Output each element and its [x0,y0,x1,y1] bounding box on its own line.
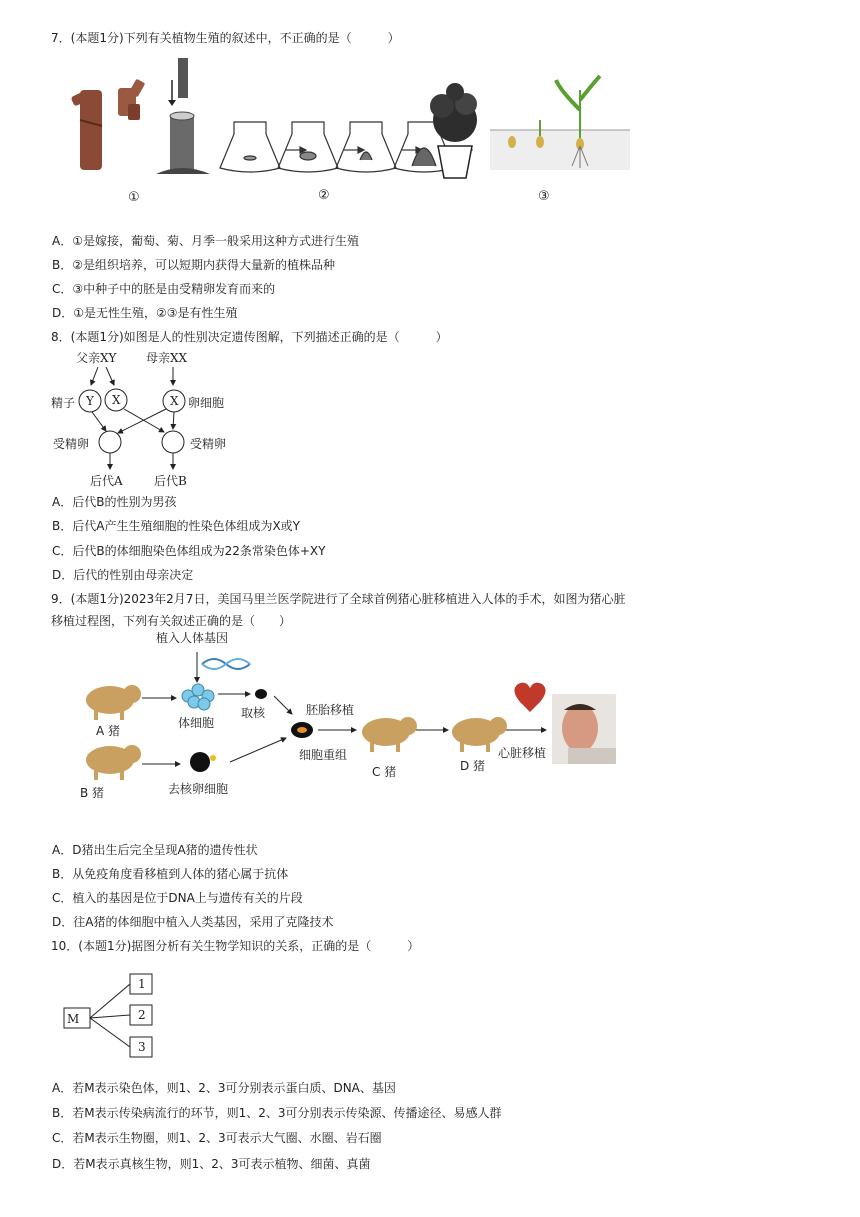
zygote-left-label: 受精卵 [53,437,90,451]
tissue-culture-flasks [220,122,472,172]
question-10-stem: 10．(本题1分)据图分析有关生物学知识的关系，正确的是（ ） [51,939,420,953]
box-3-label: 3 [138,1040,146,1054]
question-9-stem-line2: 移植过程图，下列有关叙述正确的是（ ） [51,614,292,628]
heart-icon [514,683,545,712]
dna-icon [202,659,250,669]
offspring-b-label: 后代B [154,474,187,488]
m-label: M [67,1012,80,1026]
potted-plant-illustration [430,83,477,178]
figure-label-3: ③ [538,189,550,204]
embryo-transfer-label: 胚胎移植 [306,703,355,717]
plant-reproduction-figure [60,50,640,210]
question-9-stem-line1: 9．(本题1分)2023年2月7日，美国马里兰医学院进行了全球首例猪心脏移植进入人体的手术，如图为猪心脏 [51,592,626,606]
pig-c-label: C 猪 [372,765,397,779]
y-chromosome-label: Y [86,394,94,408]
pig-b-label: B 猪 [80,786,105,800]
q8-option-c[interactable]: C．后代B的体细胞染色体组成为22条常染色体+XY [52,544,326,558]
mother-label: 母亲XX [146,351,188,365]
question-7-stem: 7．(本题1分)下列有关植物生殖的叙述中，不正确的是（ ） [51,31,400,45]
pig-c-icon [362,717,417,752]
q7-option-d[interactable]: D．①是无性生殖，②③是有性生殖 [52,306,238,320]
question-8-stem: 8．(本题1分)如图是人的性别决定遗传图解，下列描述正确的是（ ） [51,330,448,344]
box-1-label: 1 [138,977,146,991]
patient-photo-icon [552,694,616,764]
q10-option-b[interactable]: B．若M表示传染病流行的环节，则1、2、3可分别表示传染源、传播途径、易感人群 [52,1106,502,1120]
enucleated-egg-icon [190,752,210,772]
pig-d-label: D 猪 [460,759,486,773]
body-cell-label: 体细胞 [178,716,215,730]
body-cells-icon [182,684,214,710]
sperm-label: 精子 [51,396,76,410]
x-chromosome-label: X [170,394,179,408]
pig-a-label: A 猪 [96,724,121,738]
q9-option-b[interactable]: B．从免疫角度看移植到人体的猪心属于抗体 [52,867,289,881]
father-label: 父亲XY [76,351,117,365]
q9-option-a[interactable]: A．D猪出生后完全呈现A猪的遗传性状 [52,843,258,857]
enucleated-egg-label: 去核卵细胞 [168,782,229,796]
grafting-illustration [71,79,146,170]
q7-option-b[interactable]: B．②是组织培养，可以短期内获得大量新的植株品种 [52,258,335,272]
q7-option-c[interactable]: C．③中种子中的胚是由受精卵发育而来的 [52,282,276,296]
take-nucleus-label: 取核 [241,706,266,720]
q9-option-c[interactable]: C．植入的基因是位于DNA上与遗传有关的片段 [52,891,303,905]
q9-option-d[interactable]: D．往A猪的体细胞中植入人类基因，采用了克隆技术 [52,915,334,929]
recombine-label: 细胞重组 [299,748,348,762]
q7-option-a[interactable]: A．①是嫁接，葡萄、菊、月季一般采用这种方式进行生殖 [52,234,359,248]
pig-b-icon [86,745,141,780]
seed-germination-illustration [490,76,630,170]
figure-label-1: ① [128,190,140,205]
offspring-a-label: 后代A [90,474,123,488]
box-2-label: 2 [138,1008,146,1022]
q8-option-a[interactable]: A．后代B的性别为男孩 [52,495,177,509]
cleft-grafting-illustration [156,58,210,174]
q8-option-d[interactable]: D．后代的性别由母亲决定 [52,568,194,582]
zygote-right-label: 受精卵 [190,437,227,451]
heart-transplant-label: 心脏移植 [498,746,547,760]
nucleus-icon [255,689,267,699]
q10-option-a[interactable]: A．若M表示染色体，则1、2、3可分别表示蛋白质、DNA、基因 [52,1081,396,1095]
egg-label: 卵细胞 [188,396,225,410]
figure-label-2: ② [318,188,330,203]
gene-label: 植入人体基因 [156,631,229,645]
q10-option-c[interactable]: C．若M表示生物圈，则1、2、3可表示大气圈、水圈、岩石圈 [52,1131,382,1145]
pig-a-icon [86,685,141,720]
sex-determination-diagram [48,345,248,490]
q10-option-d[interactable]: D．若M表示真核生物，则1、2、3可表示植物、细菌、真菌 [52,1157,371,1171]
x-chromosome-label: X [112,393,121,407]
q8-option-b[interactable]: B．后代A产生生殖细胞的性染色体组成为X或Y [52,519,300,533]
